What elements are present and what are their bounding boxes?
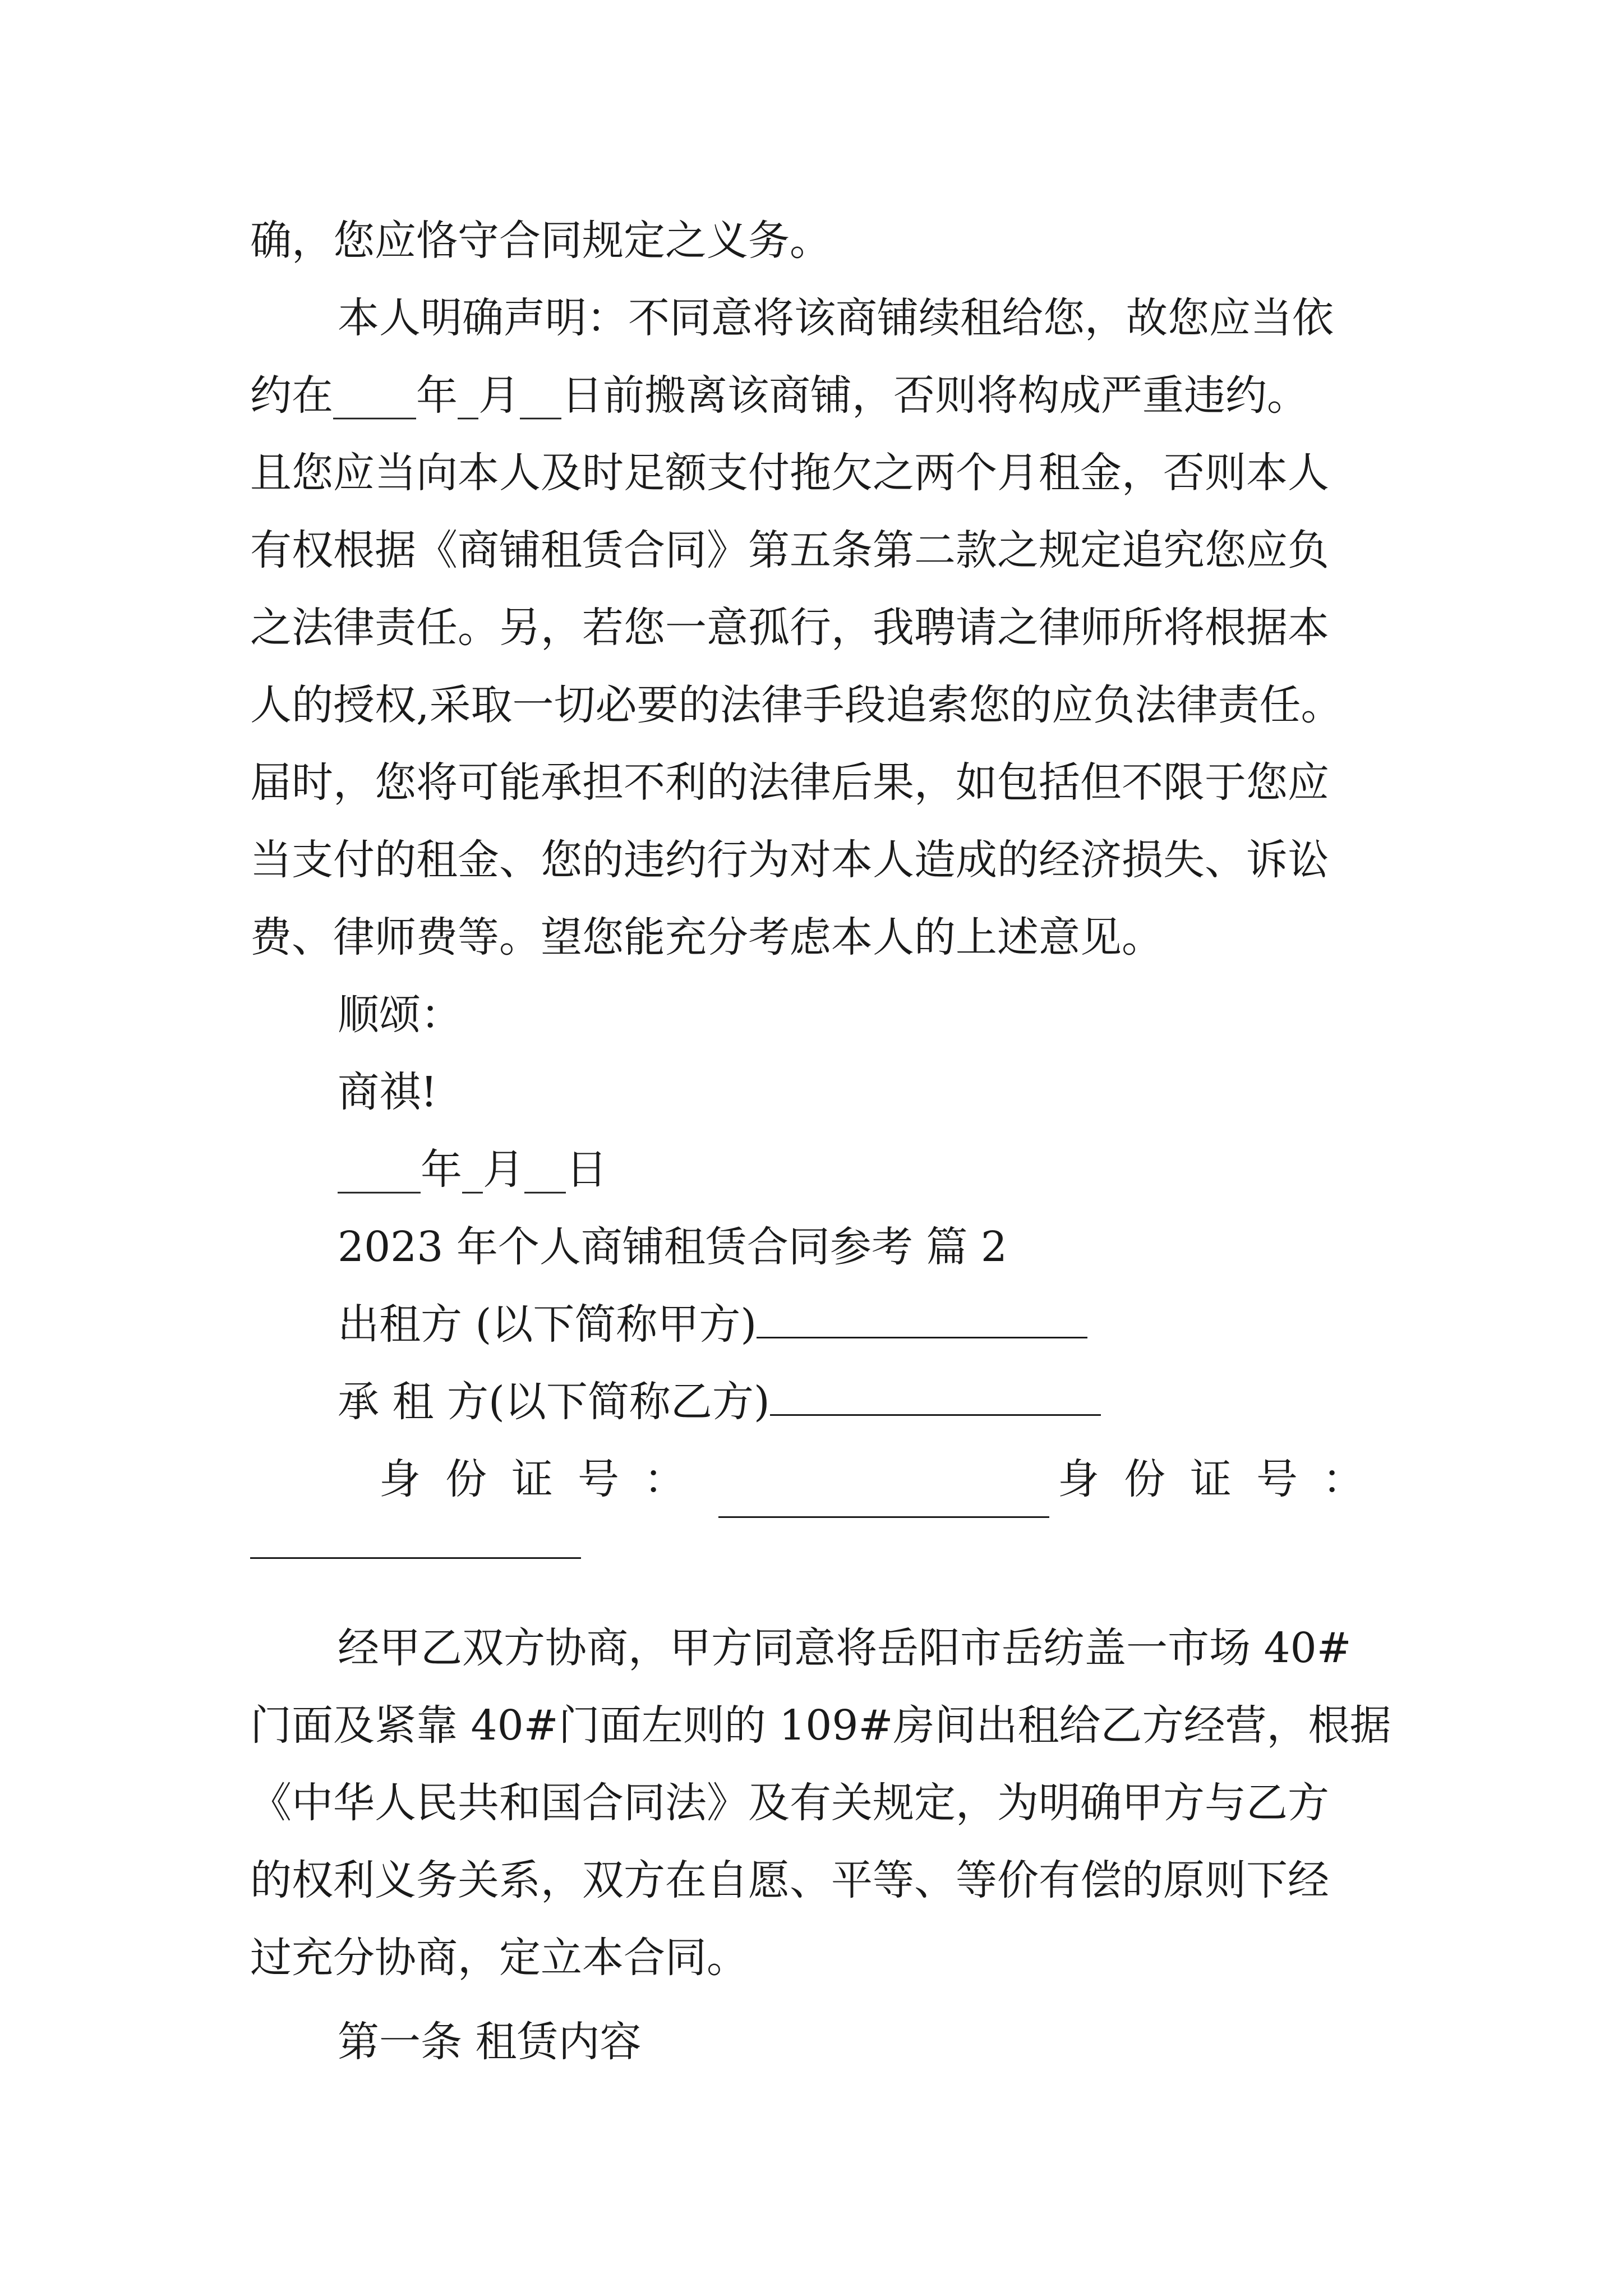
- article-title: 第一条 租赁内容: [338, 2018, 642, 2066]
- text-line: 之法律责任。另，若您一意孤行，我聘请之律师所将根据本: [250, 604, 1329, 652]
- lessee-line: [250, 1363, 1389, 1441]
- text-line: 人的授权,采取一切必要的法律手段追索您的应负法律责任。: [250, 681, 1343, 729]
- text-line: 约在____年_月__日前搬离该商铺，否则将构成严重违约。: [250, 371, 1308, 420]
- text-line: 当支付的租金、您的违约行为对本人造成的经济损失、诉讼: [250, 836, 1329, 884]
- text-line: 有权根据《商铺租赁合同》第五条第二款之规定追究您应负: [250, 526, 1329, 574]
- text-line: 届时，您将可能承担不利的法律后果，如包括但不限于您应: [250, 758, 1329, 807]
- date-line: ____年_月__日: [338, 1145, 607, 1194]
- id-blank-left: [718, 1477, 1049, 1518]
- id-label-left: 身份证号：: [379, 1455, 710, 1503]
- closing-salutation: 商祺!: [338, 1068, 437, 1116]
- lessee-blank: [770, 1375, 1101, 1416]
- lessor-blank: [757, 1297, 1087, 1338]
- lessee-label: 承 租 方(以下简称乙方): [338, 1378, 770, 1426]
- id-blank-right: [250, 1557, 581, 1559]
- document-body: [250, 202, 1389, 2081]
- section-title: 2023 年个人商铺租赁合同参考 篇 2: [338, 1223, 1007, 1271]
- lessor-line: [250, 1286, 1389, 1363]
- id-number-row: [250, 1441, 1389, 1518]
- text-line: 且您应当向本人及时足额支付拖欠之两个月租金，否则本人: [250, 449, 1329, 497]
- text-line: 费、律师费等。望您能充分考虑本人的上述意见。: [250, 913, 1163, 961]
- text-line: 的权利义务关系，双方在自愿、平等、等价有偿的原则下经: [250, 1856, 1329, 1904]
- text-line: 经甲乙双方协商，甲方同意将岳阳市岳纺盖一市场 40#: [338, 1624, 1352, 1672]
- text-line: 确，您应恪守合同规定之义务。: [250, 217, 831, 265]
- lessor-label: 出租方 (以下简称甲方): [338, 1300, 757, 1349]
- text-line: 过充分协商，定立本合同。: [250, 1934, 748, 1982]
- id-label-right: 身份证号：: [1058, 1455, 1389, 1503]
- closing-greeting: 顺颂：: [338, 991, 462, 1039]
- text-line: 本人明确声明：不同意将该商铺续租给您，故您应当依: [338, 294, 1334, 342]
- text-line: 门面及紧靠 40#门面左则的 109#房间出租给乙方经营，根据: [250, 1701, 1391, 1750]
- text-line: 《中华人民共和国合同法》及有关规定，为明确甲方与乙方: [250, 1779, 1329, 1827]
